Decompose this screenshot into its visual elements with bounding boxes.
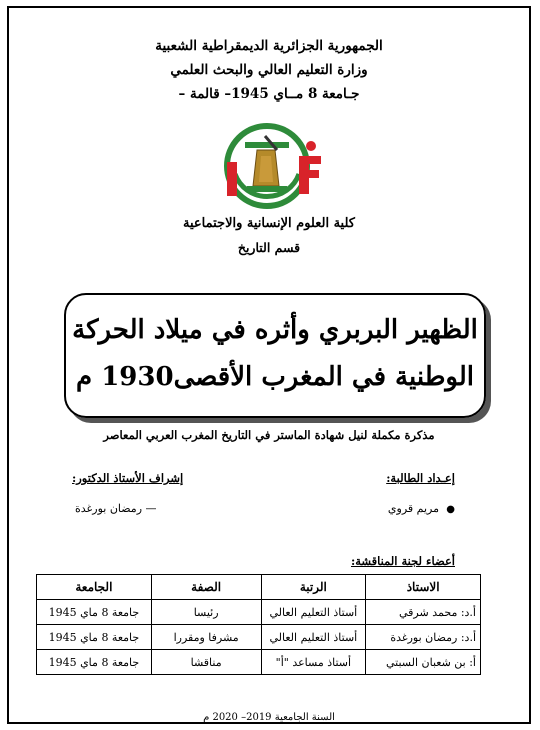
table-row xyxy=(37,650,481,675)
committee-table xyxy=(36,574,481,675)
col-header-role: الصفة xyxy=(151,575,261,600)
thesis-title-box xyxy=(64,293,486,418)
member-name: أ: بن شعبان السبتي xyxy=(366,650,481,675)
member-rank: أستاذ التعليم العالي xyxy=(261,625,366,650)
republic-heading: الجمهورية الجزائرية الديمقراطية الشعبية xyxy=(155,38,383,54)
committee-label: أعضاء لجنة المناقشة: xyxy=(351,554,455,568)
ministry-heading: وزارة التعليم العالي والبحث العلمي xyxy=(170,62,368,78)
member-role: مناقشا xyxy=(151,650,261,675)
col-header-university: الجامعة xyxy=(37,575,152,600)
faculty-name: كلية العلوم الإنسانية والاجتماعية xyxy=(183,216,355,231)
thesis-title-line-2: الوطنية في المغرب الأقصى1930 م xyxy=(76,362,474,392)
academic-year: السنة الجامعية 2019– 2020 م xyxy=(203,712,335,723)
member-university: جامعة 8 ماي 1945 xyxy=(37,625,152,650)
member-university: جامعة 8 ماي 1945 xyxy=(37,600,152,625)
university-logo xyxy=(217,116,329,211)
col-header-rank: الرتبة xyxy=(261,575,366,600)
member-role: رئيسا xyxy=(151,600,261,625)
member-rank: أستاذ مساعد "أ" xyxy=(261,650,366,675)
student-label: إعـداد الطالبة: xyxy=(386,471,455,485)
table-row xyxy=(37,600,481,625)
committee-header-row xyxy=(37,575,481,600)
memo-description: مذكرة مكملة لنيل شهادة الماستر في التاريخ المغرب العربي المعاصر xyxy=(103,428,435,442)
member-university: جامعة 8 ماي 1945 xyxy=(37,650,152,675)
thesis-title-line-1: الظهير البربري وأثره في ميلاد الحركة xyxy=(72,315,478,345)
supervisor-label: إشراف الأستاذ الدكتور: xyxy=(72,471,184,485)
col-header-professor: الاستاذ xyxy=(366,575,481,600)
student-name: مريم قروي xyxy=(387,502,439,515)
member-rank: أستاذ التعليم العالي xyxy=(261,600,366,625)
table-row xyxy=(37,625,481,650)
member-name: أ.د: محمد شرقي xyxy=(366,600,481,625)
university-heading: جـامعة 8 مــاي 1945– قالمة – xyxy=(178,86,360,102)
member-role: مشرفا ومقررا xyxy=(151,625,261,650)
bullet-icon: ● xyxy=(446,504,455,515)
member-name: أ.د: رمضان بورغدة xyxy=(366,625,481,650)
thesis-cover-page xyxy=(7,6,531,724)
department-name: قسم التاريخ xyxy=(237,240,301,255)
supervisor-name: — رمضان بورغدة xyxy=(75,502,157,515)
